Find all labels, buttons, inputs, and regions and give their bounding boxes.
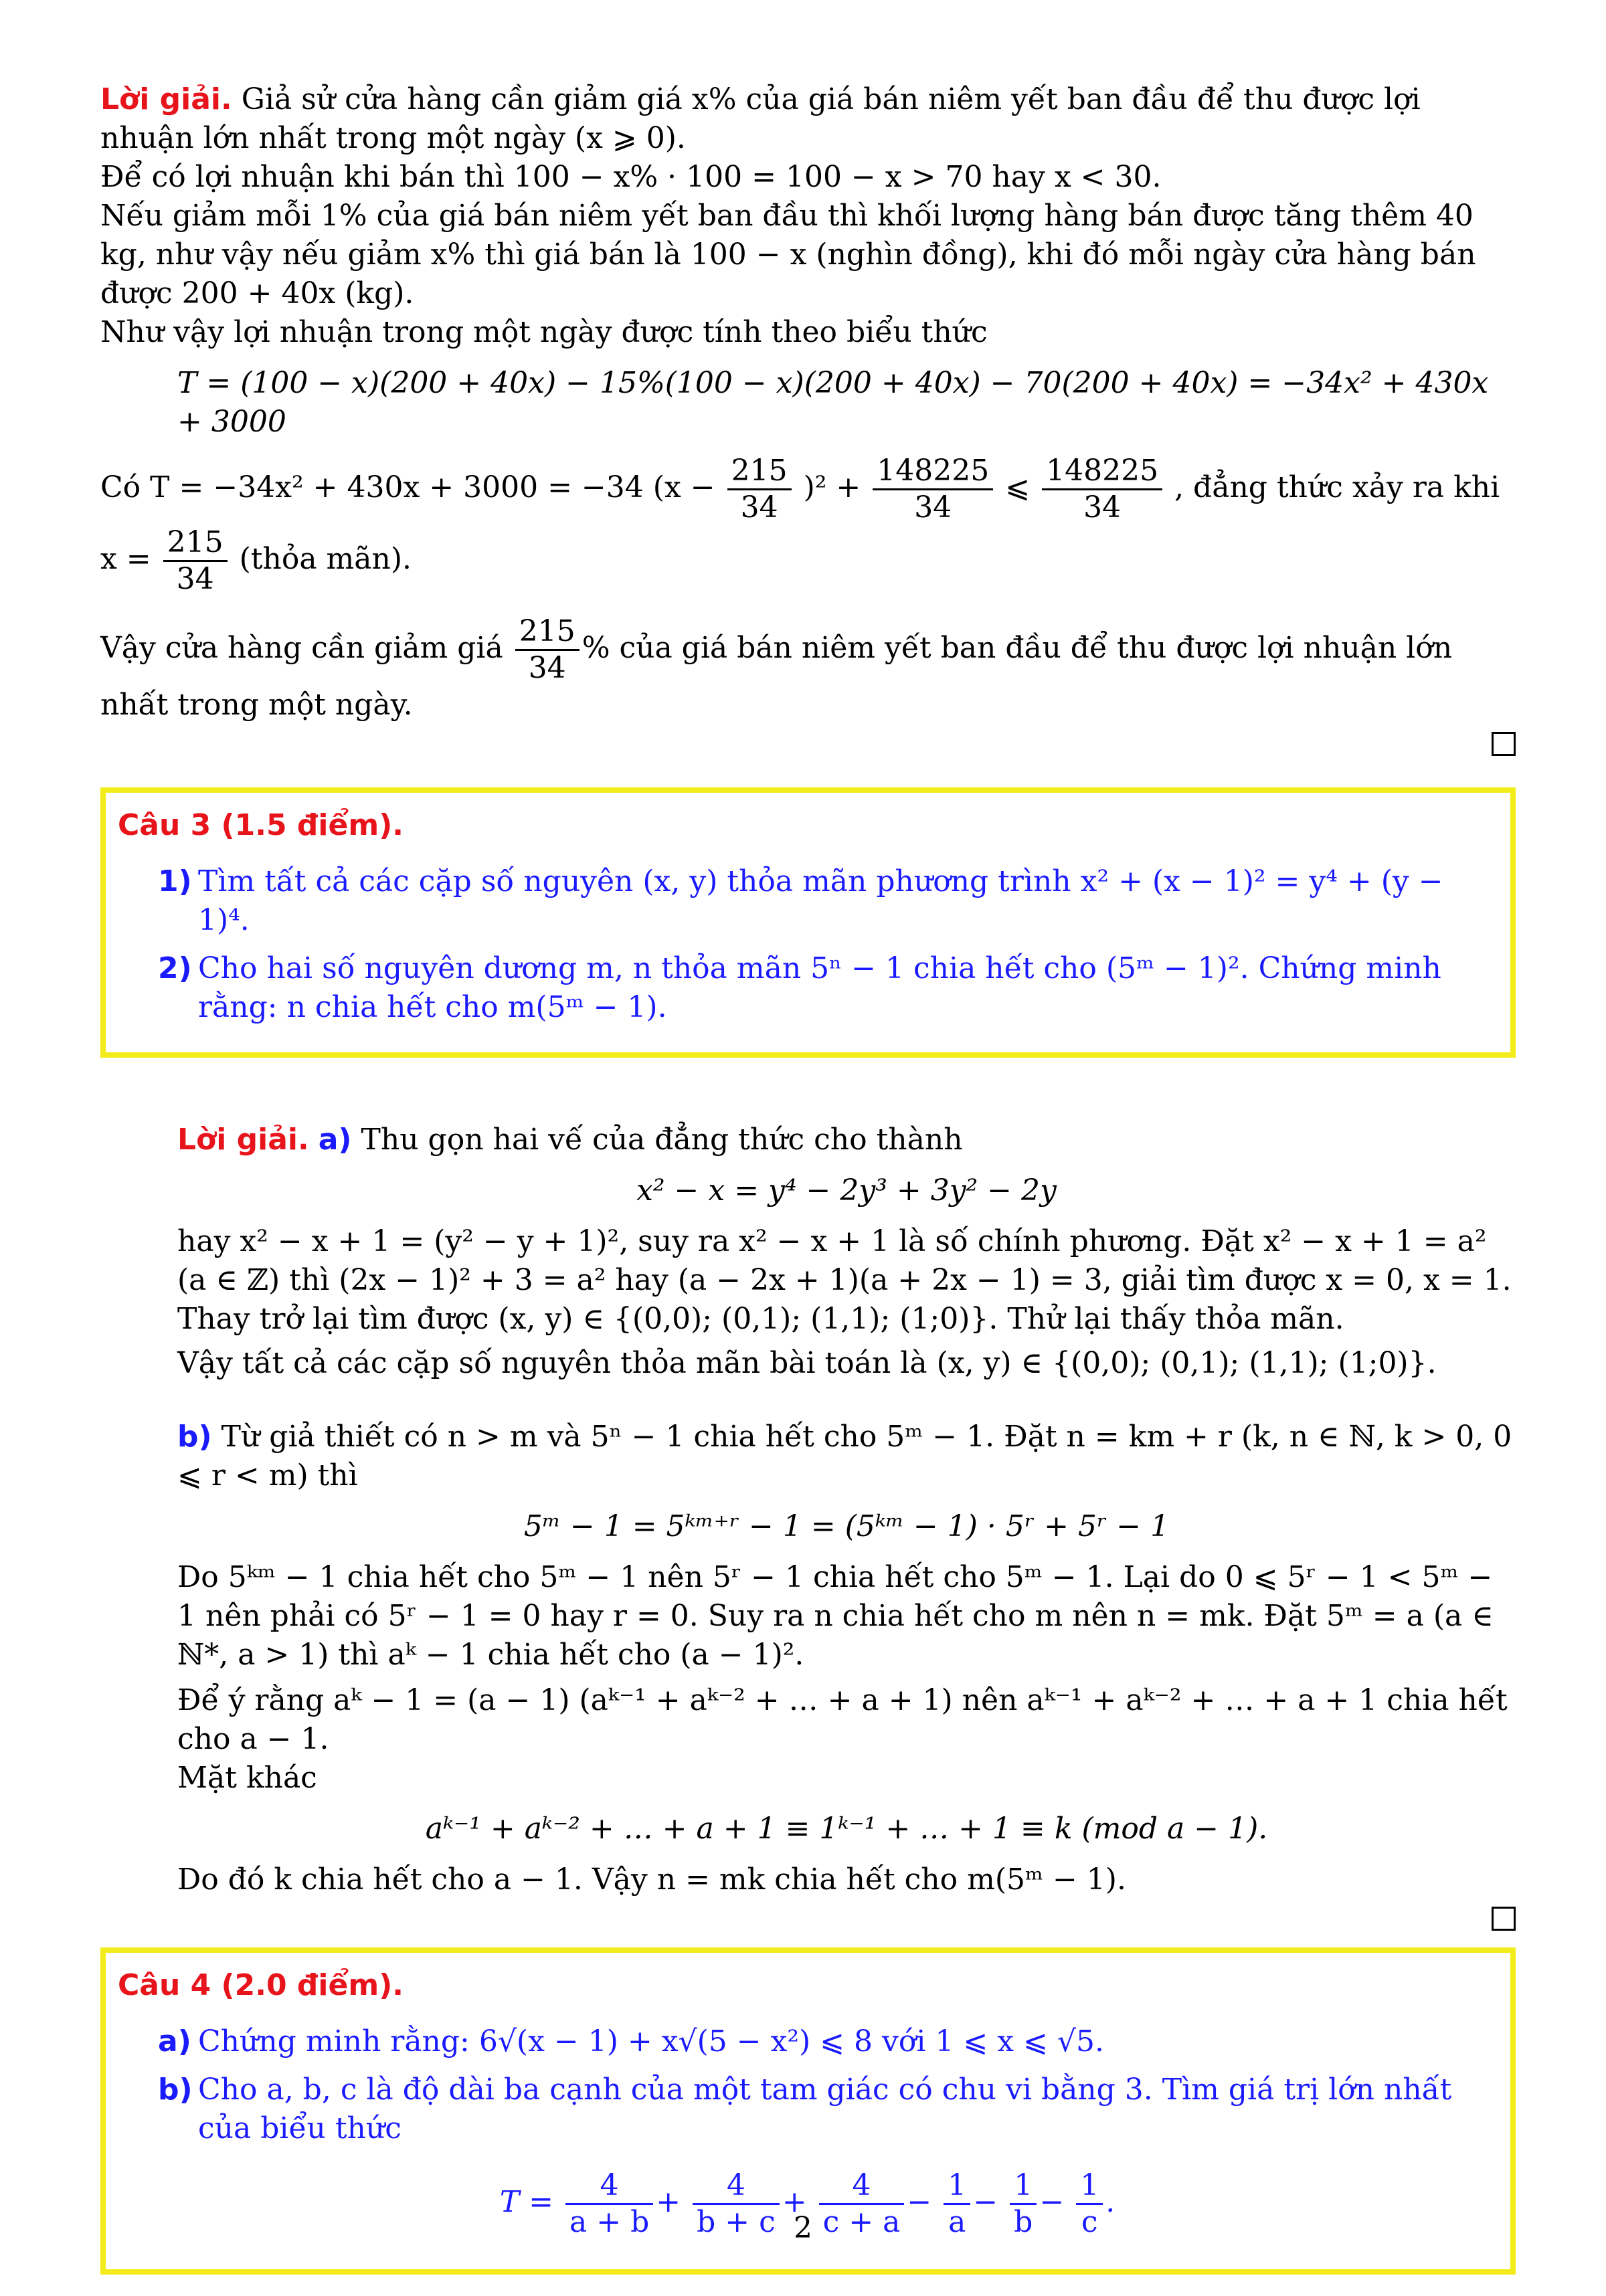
numerator: 148225 xyxy=(1042,454,1162,490)
fraction xyxy=(515,614,579,686)
item-text: Tìm tất cả các cặp số nguyên (x, y) thỏa mãn phương trình x² + (x − 1)² = y⁴ + (y − 1)⁴. xyxy=(198,864,1443,937)
denominator: 34 xyxy=(176,562,214,596)
text: , đẳng thức xảy ra khi x = xyxy=(100,470,1500,576)
item-label: b) xyxy=(158,2073,193,2107)
qed-symbol xyxy=(100,727,1516,766)
denominator: a + b xyxy=(569,2205,650,2239)
numerator: 215 xyxy=(727,454,792,490)
item-label: 1) xyxy=(158,864,192,898)
denominator: c + a xyxy=(822,2205,901,2239)
item-label: a) xyxy=(158,2024,191,2059)
numerator: 215 xyxy=(163,525,228,562)
text: ⩽ xyxy=(1005,470,1031,504)
solution-q2-p4: Như vậy lợi nhuận trong một ngày được tính theo biểu thức xyxy=(100,315,988,349)
solution-q2-p5 xyxy=(100,454,1516,597)
item-label: 2) xyxy=(158,951,192,985)
text: )² + xyxy=(803,470,861,504)
question-3-item-1 xyxy=(118,862,1497,940)
equation-b1: 5ᵐ − 1 = 5ᵏᵐ⁺ʳ − 1 = (5ᵏᵐ − 1) · 5ʳ + 5ʳ − 1 xyxy=(523,1509,1170,1543)
solution-q2-p1 xyxy=(100,80,1516,158)
operator: − xyxy=(1039,2185,1065,2219)
solution-label: Lời giải. xyxy=(100,82,232,116)
denominator: 34 xyxy=(740,490,778,524)
solution-q2-p2: Để có lợi nhuận khi bán thì 100 − x% · 100 = 100 − x > 70 hay x < 30. xyxy=(100,160,1162,194)
part-label: a) xyxy=(318,1123,352,1157)
numerator: 148225 xyxy=(873,454,993,490)
solution-q3-b4: Mặt khác xyxy=(177,1761,317,1795)
text: T = xyxy=(499,2185,554,2219)
solution-q3-a1 xyxy=(177,1121,1516,1159)
denominator: b + c xyxy=(697,2205,776,2239)
fraction xyxy=(1042,454,1162,525)
part-label: b) xyxy=(177,1420,212,1454)
numerator: 4 xyxy=(819,2168,905,2205)
numerator: 1 xyxy=(1076,2168,1103,2205)
numerator: 1 xyxy=(1010,2168,1037,2205)
solution-q3 xyxy=(100,1121,1516,1899)
operator: . xyxy=(1105,2185,1116,2219)
solution-q2-p6 xyxy=(100,614,1516,725)
solution-label: Lời giải. xyxy=(177,1123,309,1157)
question-3-item-2 xyxy=(118,949,1497,1027)
text: % của giá bán niêm yết ban đầu để thu được lợi nhuận lớn nhất trong một ngày. xyxy=(100,631,1453,722)
equation-a: x² − x = y⁴ − 2y³ + 3y² − 2y xyxy=(636,1173,1057,1208)
text: Vậy cửa hàng cần giảm giá xyxy=(100,631,503,665)
numerator: 4 xyxy=(693,2168,780,2205)
denominator: 34 xyxy=(528,651,566,685)
text: Thu gọn hai vế của đẳng thức cho thành xyxy=(361,1123,963,1157)
fraction xyxy=(163,525,228,597)
denominator: a xyxy=(948,2205,966,2239)
question-4-item-a xyxy=(118,2022,1497,2061)
solution-q3-a2: hay x² − x + 1 = (y² − y + 1)², suy ra x² − x + 1 là số chính phương. Đặt x² − x + 1 = a² (a ∈ ℤ) thì (2x − 1)² + 3 = a² hay (a − 2x + 1)(a + 2x − 1) = 3, giải tìm được x = 0, x = 1. Thay trở lại tìm được (x, y) ∈ {(0,0); (0,1); (1,1); (1;0)}. Thử lại thấy thỏa mãn. xyxy=(177,1224,1512,1336)
operator: − xyxy=(973,2185,998,2219)
item-text: Chứng minh rằng: 6√(x − 1) + x√(5 − x²) ⩽ 8 với 1 ⩽ x ⩽ √5. xyxy=(198,2024,1104,2059)
text: Từ giả thiết có n > m và 5ⁿ − 1 chia hết cho 5ᵐ − 1. Đặt n = km + r (k, n ∈ ℕ, k > 0, 0 ⩽ r < m) thì xyxy=(177,1420,1512,1493)
denominator: 34 xyxy=(914,490,952,524)
item-text: Cho a, b, c là độ dài ba cạnh của một tam giác có chu vi bằng 3. Tìm giá trị lớn nhất của biểu thức xyxy=(198,2073,1452,2145)
denominator: b xyxy=(1014,2205,1033,2239)
denominator: 34 xyxy=(1083,490,1122,524)
operator: + xyxy=(782,2185,807,2219)
text: Có T = −34x² + 430x + 3000 = −34 (x − xyxy=(100,470,715,504)
fraction xyxy=(727,454,792,525)
solution-q3-b3: Để ý rằng aᵏ − 1 = (a − 1) (aᵏ⁻¹ + aᵏ⁻² + … + a + 1) nên aᵏ⁻¹ + aᵏ⁻² + … + a + 1 chia hết cho a − 1. xyxy=(177,1683,1508,1756)
question-3-title: Câu 3 (1.5 điểm). xyxy=(118,808,404,842)
solution-q3-b5: Do đó k chia hết cho a − 1. Vậy n = mk chia hết cho m(5ᵐ − 1). xyxy=(177,1862,1126,1897)
solution-q3-b1 xyxy=(177,1418,1516,1495)
question-4-title: Câu 4 (2.0 điểm). xyxy=(118,1968,404,2002)
item-text: Cho hai số nguyên dương m, n thỏa mãn 5ⁿ − 1 chia hết cho (5ᵐ − 1)². Chứng minh rằng: n chia hết cho m(5ᵐ − 1). xyxy=(198,951,1441,1024)
operator: − xyxy=(907,2185,932,2219)
question-4-item-b xyxy=(118,2071,1497,2148)
solution-q3-a3: Vậy tất cả các cặp số nguyên thỏa mãn bài toán là (x, y) ∈ {(0,0); (0,1); (1,1); (1;0)}. xyxy=(177,1346,1437,1380)
equation-b2: aᵏ⁻¹ + aᵏ⁻² + … + a + 1 ≡ 1ᵏ⁻¹ + … + 1 ≡ k (mod a − 1). xyxy=(425,1812,1268,1846)
page-number: 2 xyxy=(794,2211,812,2245)
text: (thỏa mãn). xyxy=(239,542,412,576)
qed-symbol xyxy=(100,1902,1516,1941)
question-3-box xyxy=(100,787,1516,1058)
operator: + xyxy=(656,2185,681,2219)
equation-profit: T = (100 − x)(200 + 40x) − 15%(100 − x)(200 + 40x) − 70(200 + 40x) = −34x² + 430x + 3000 xyxy=(177,366,1489,439)
text: Giả sử cửa hàng cần giảm giá x% của giá bán niêm yết ban đầu để thu được lợi nhuận lớn nhất trong một ngày (x ⩾ 0). xyxy=(100,82,1421,155)
numerator: 4 xyxy=(565,2168,653,2205)
page-content xyxy=(100,80,1516,2296)
numerator: 1 xyxy=(944,2168,970,2205)
solution-q3-b2: Do 5ᵏᵐ − 1 chia hết cho 5ᵐ − 1 nên 5ʳ − 1 chia hết cho 5ᵐ − 1. Lại do 0 ⩽ 5ʳ − 1 < 5ᵐ − 1 nên phải có 5ʳ − 1 = 0 hay r = 0. Suy ra n chia hết cho m nên n = mk. Đặt 5ᵐ = a (a ∈ ℕ*, a > 1) thì aᵏ − 1 chia hết cho (a − 1)². xyxy=(177,1560,1494,1672)
solution-q2-p3: Nếu giảm mỗi 1% của giá bán niêm yết ban đầu thì khối lượng hàng bán được tăng thêm 40 kg, như vậy nếu giảm x% thì giá bán là 100 − x (nghìn đồng), khi đó mỗi ngày cửa hàng bán được 200 + 40x (kg). xyxy=(100,199,1476,310)
denominator: c xyxy=(1081,2205,1098,2239)
numerator: 215 xyxy=(515,614,579,651)
fraction xyxy=(873,454,993,525)
